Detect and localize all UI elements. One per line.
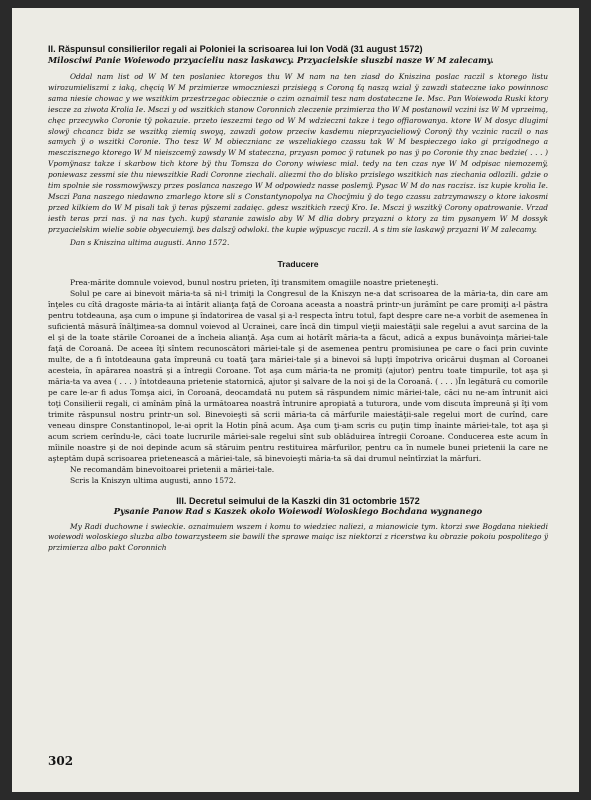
polish-letter-body: Oddal nam list od W M ten poslaniec ktoregos thu W M nam na ten ziasd do Kniszina poslac raczil s ktorego listu wirozumieliszmi z iaką, chęcią W M przimierze wmocznieszi przisiegą s Coroną ťą naszą wzial ÿ zawzdi stateczne iako powinnosc sama niesie chowac y we wszitkim przestrzegac obiecznie o czim oznaimil tesz nam dostateczne Ie. Msc. Pan Woiewoda Ruski ktory iescze za ziwota Krolia Ie. Msczi y od wszitkich stanow Coronnich zleczenie przimierza tho W M postanowil vczini isz W M vprzeimą, chęc przecywko Coronie tÿ pokazuie. przeto ieszezmi tego od W M wdzieczni takze i tego offiarowanya. ktore W M dosyc dlugimi slowÿ chcancz bidz se wszitką ziemią swoyą, zawzdi gotow przeciw kasdemu nieprzyacieliowÿ Coronÿ thy vczinic raczil o nas samych ÿ o wszitki Coronie. Tho tesz W M obiecznianc ze wszeliakiego czassu tak W M bespieczego iako gi przigodnego a mesczisznego ktorego W M nieiszcemÿ zawsdy W M stateczna, przyasn pomoc ÿ ratunek po nas ÿ po Coronie thy znac bedzie( . . . ) Vpomÿnasz takze i skarbow tich ktore bÿ thu Tomsza do Corony wiwiesc mial. tedy na ten czas nye W M odpisac niemozemÿ, poniewasz zessmi sie thu niewszitkie Radi Coronne ziechali. aliezmi tho do blisko przislego wszitkich nas ziechania odlozili. gdzie o tim spolnie sie rossmowÿwszy przes poslanca naszego W M odpowiedz nasse poslemÿ. Pysac W M do nas raczisz. isz kupie krolia Ie. Msczi Pana naszego niedawno zmarlego ktore sli s Constantynopolya na Chocÿmiu ÿ do tego czassu zatrzymawszy o ktore iakosmi przed kilkiem do W M pisali tak ÿ teras pÿszemi zadaięc. gdesz wszitkich rzecÿ Kro. Ie. Msczi ÿ wszitkÿ Corony opatrowanie. Vrzad iesth teras przi nas. ÿ na nas tych. kupÿ staranie zawislo aby W M dlia dobry przyazni o ktory za tim pysanyem W M dossyk przyacielskim wielie sobie obyecuiemÿ. bes dalszÿ odwloki. the kupie wÿpuscyc raczil. A s tim sie laskawÿ przyazni W M zalecamy. xyxy=(48,72,548,234)
section-2-salutation: Milosciwi Panie Woiewodo przyacieliu nasz laskawcy. Przyacielskie sluszbi nasze W M zalecamy. xyxy=(48,55,494,65)
translation-dateline: Scris la Kniszyn ultima augusti, anno 1572. xyxy=(70,475,236,485)
translation-paragraph: Ne recomandăm binevoitoarei prietenii a măriei-tale. xyxy=(70,464,275,474)
section-3-text: My Radi duchowne i swieckie. oznaimuiem wszem i komu to wiedziec naliezi, a mianowicie tym. ktorzi swe Bogdana niekiedi woiewodi woloskiego sluzba albo towarzysteem sie bawili the sprawe maiąc isz niektorzi z ricerstwa ku obrazie pokoiu pospolitego ÿ przimierza albo pakt Coronnich xyxy=(48,521,548,553)
translation-paragraph: Solul pe care ai binevoit măria-ta să ni-l trimiţi la Congresul de la Kniszyn ne-a dat scrisoarea de la măria-ta, din care am înţeles cu cîtă dragoste măria-ta ai întărit alianţa faţă de Coroana aceasta a noastră printr-un jurămînt pe care promiţi a-l păstra pentru totdeauna, aşa cum o impune şi îndatorirea de vasal şi a-l respecta întru totul, fapt despre care ne-a vorbit de asemenea în suficientă măsură înălţimea-sa domnul voievod al Ucrainei, care încă din timpul vieţii maiestăţii sale regelui a avut sarcina de la el şi de la toate stările Coroanei de a încheia alianţă. Aşa cum ai hotărît măria-ta a făcut, adică a expus bunăvoinţa măriei-tale faţă de Coroană. De aceea îţi sîntem recunoscători măriei-tale şi de asemenea pentru promisiunea pe care o faci prin cuvinte multe, de a fi întotdeauna gata împreună cu toată ţara măriei-tale şi a binevoi să lupţi împotriva oricărui duşman al Coroanei acesteia, în apărarea noastră şi a întregii Coroane. Tot aşa cum măria-ta ne promiţi (ajutor) pentru toate timpurile, tot aşa şi măria-ta va avea ( . . . ) întotdeauna prietenie statornică, ajutor şi salvare de la noi şi de la Coroană. ( . . . )În legătură cu comorile pe care le-ar fi adus Tomşa aici, în Coroană, deocamdată nu putem să răspundem nimic măriei-tale, căci nu ne-am întrunit aici toţi Consilierii regali, ci amînăm pînă la următoarea noastră întrunire apropiată a tuturora, unde vom discuta împreună şi îţi vom trimite răspunsul nostru printr-un sol. Binevoieşti să scrii măria-ta că mărfurile maiestăţii-sale regelui mort de curînd, care veneau dinspre Constantinopol, le-ai oprit la Hotin pînă acum. Aşa cum ţi-am scris cu puţin timp înainte măriei-tale, tot aşa şi acum scriem cerîndu-le, căci toate lucrurile măriei-sale regelui sînt sub oblăduirea întregii Coroane. Conducerea este acum în mîinile noastre şi de noi depinde acum să stăruim pentru restituirea mărfurilor, pentru ca în numele bunei prietenii la care ne aşteptăm după scrisoarea prietenească a măriei-tale, să binevoieşti măria-ta să dai drumul neîntîrziat la mărfuri. xyxy=(48,288,548,463)
section-3-subtitle: Pysanie Panow Rad s Kaszek okolo Woiewodi Woloskiego Bochdana wygnanego xyxy=(113,505,483,516)
translation-heading: Traducere xyxy=(277,258,319,269)
section-3-title: III. Decretul seimului de la Kaszki din 31 octombrie 1572 xyxy=(176,495,420,506)
page-content xyxy=(48,44,548,554)
translation-paragraph: Prea-mărite domnule voievod, bunul nostru prieten, îţi transmitem omagiile noastre prieteneşti. xyxy=(70,277,439,287)
polish-letter-dateline: Dan s Kniszina ultima augusti. Anno 1572. xyxy=(70,237,230,247)
section-2-title: II. Răspunsul consilierilor regali ai Poloniei la scrisoarea lui Ion Vodă (31 august 1572) xyxy=(48,44,423,54)
document-page xyxy=(12,8,579,792)
page-number: 302 xyxy=(48,754,74,768)
